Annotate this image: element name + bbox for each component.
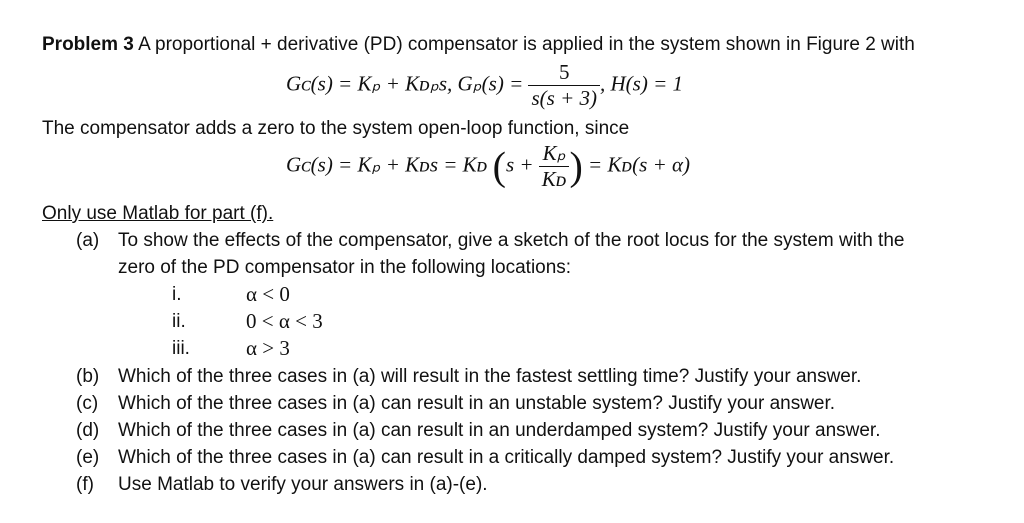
subcase-ii-label: ii.	[172, 311, 186, 332]
problem-label: Problem 3	[42, 34, 134, 55]
subcase-i-condition: α < 0	[246, 282, 290, 306]
part-a-text-continued: zero of the PD compensator in the following locations:	[118, 257, 572, 278]
part-c-label: (c)	[76, 393, 99, 414]
equation-transfer-functions	[286, 60, 683, 111]
part-c-text: Which of the three cases in (a) can result in an unstable system? Justify your answer.	[118, 393, 836, 414]
eq1-fraction	[528, 60, 600, 111]
eq2-denominator: Kᴅ	[539, 166, 570, 192]
part-b-text: Which of the three cases in (a) will result in the fastest settling time? Justify your answer.	[118, 366, 862, 387]
part-e-text: Which of the three cases in (a) can result in a critically damped system? Justify your answer.	[118, 447, 895, 468]
subcase-iii-label: iii.	[172, 338, 190, 359]
eq2-paren-close: )	[569, 143, 583, 189]
equation-compensator-zero	[286, 141, 690, 192]
subcase-iii-condition: α > 3	[246, 336, 290, 360]
eq1-denominator: s(s + 3)	[528, 85, 600, 111]
part-d-label: (d)	[76, 420, 100, 441]
problem-intro-line	[42, 33, 915, 57]
matlab-note: Only use Matlab for part (f).	[42, 203, 274, 224]
subcase-ii-condition: 0 < α < 3	[246, 309, 323, 333]
part-e-label: (e)	[76, 447, 100, 468]
eq2-fraction	[539, 141, 570, 192]
eq2-numerator: Kₚ	[542, 141, 566, 165]
eq1-left: Gᴄ(s) = Kₚ + Kᴅₚs, Gₚ(s) =	[286, 71, 529, 96]
compensator-sentence: The compensator adds a zero to the system open-loop function, since	[42, 118, 630, 139]
eq2-right: = Kᴅ(s + α)	[582, 152, 691, 177]
eq2-paren-open: (	[492, 143, 506, 189]
part-f-text: Use Matlab to verify your answers in (a)-(e).	[118, 474, 488, 495]
problem-intro-text: A proportional + derivative (PD) compensator is applied in the system shown in Figure 2 with	[138, 34, 915, 55]
eq1-right: , H(s) = 1	[600, 71, 683, 96]
eq2-left: Gᴄ(s) = Kₚ + Kᴅs = Kᴅ	[286, 152, 488, 177]
part-a-text: To show the effects of the compensator, give a sketch of the root locus for the system with the	[118, 230, 905, 251]
subcase-i-label: i.	[172, 284, 182, 305]
part-d-text: Which of the three cases in (a) can result in an underdamped system? Justify your answer.	[118, 420, 881, 441]
eq1-numerator: 5	[558, 60, 570, 84]
part-b-label: (b)	[76, 366, 100, 387]
eq2-inner: s +	[505, 152, 539, 177]
part-f-label: (f)	[76, 474, 94, 495]
part-a-label: (a)	[76, 230, 100, 251]
